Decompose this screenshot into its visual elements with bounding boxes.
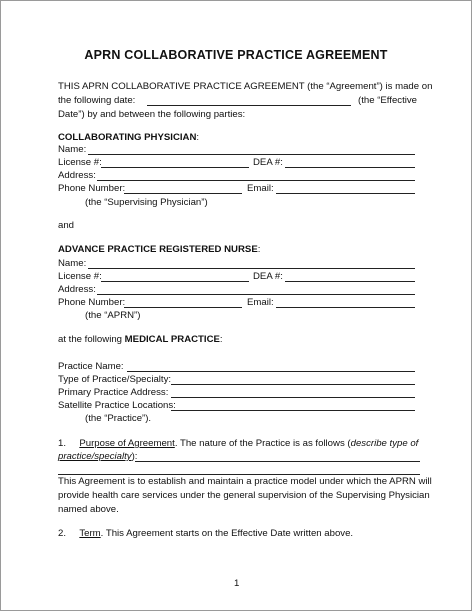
aprn-name-label: Name: [58,258,87,269]
aprn-name-field[interactable] [88,268,415,269]
section-2-line: 2. Term. This Agreement starts on the Effective Date written above. [58,528,354,539]
aprn-dea-label: DEA #: [253,271,283,282]
page-number: 1 [234,578,240,589]
physician-phone-field[interactable] [124,193,242,194]
section-1-para-2: provide health care services under the general supervision of the Supervising Physician [58,490,430,501]
physician-heading: COLLABORATING PHYSICIAN: [58,132,200,143]
physician-email-field[interactable] [276,193,415,194]
practice-type-field[interactable] [171,384,415,385]
physician-license-field[interactable] [101,167,249,168]
intro-date-label: the following date: [58,95,136,106]
intro-line-3: Date”) by and between the following parties: [58,109,246,120]
aprn-heading: ADVANCE PRACTICE REGISTERED NURSE: [58,244,261,255]
aprn-alias: (the “APRN”) [85,310,141,321]
practice-name-label: Practice Name: [58,361,124,372]
section-1-para-1: This Agreement is to establish and maintain a practice model under which the APRN will [58,476,432,487]
practice-primary-label: Primary Practice Address: [58,387,169,398]
aprn-email-field[interactable] [276,307,415,308]
physician-phone-label: Phone Number: [58,183,126,194]
practice-alias: (the “Practice”). [85,413,152,424]
practice-primary-field[interactable] [171,397,415,398]
aprn-address-label: Address: [58,284,96,295]
aprn-license-field[interactable] [101,281,249,282]
aprn-address-field[interactable] [97,294,415,295]
aprn-email-label: Email: [247,297,274,308]
practice-intro: at the following MEDICAL PRACTICE: [58,334,223,345]
physician-dea-field[interactable] [285,167,415,168]
aprn-license-label: License #: [58,271,102,282]
intro-effective-label: (the “Effective [358,95,418,106]
section-1-line: 1. Purpose of Agreement. The nature of the Practice is as follows (describe type of [58,438,419,449]
physician-alias: (the “Supervising Physician”) [85,197,208,208]
practice-satellite-label: Satellite Practice Locations: [58,400,176,411]
practice-description-field-1[interactable] [135,461,420,462]
practice-name-field[interactable] [127,371,415,372]
physician-address-field[interactable] [97,180,415,181]
physician-license-label: License #: [58,157,102,168]
physician-dea-label: DEA #: [253,157,283,168]
aprn-phone-label: Phone Number: [58,297,126,308]
physician-email-label: Email: [247,183,274,194]
aprn-dea-field[interactable] [285,281,415,282]
aprn-phone-field[interactable] [124,307,242,308]
section-1-line-2: practice/specialty): [58,451,138,462]
physician-address-label: Address: [58,170,96,181]
and-text: and [58,220,75,231]
physician-name-field[interactable] [88,154,415,155]
intro-line-1: THIS APRN COLLABORATIVE PRACTICE AGREEMENT (the “Agreement”) is made on [58,81,433,92]
practice-type-label: Type of Practice/Specialty: [58,374,172,385]
physician-name-label: Name: [58,144,87,155]
document-title: APRN COLLABORATIVE PRACTICE AGREEMENT [84,48,388,62]
effective-date-field[interactable] [147,105,351,106]
practice-satellite-field[interactable] [171,410,415,411]
section-1-para-3: named above. [58,504,119,515]
